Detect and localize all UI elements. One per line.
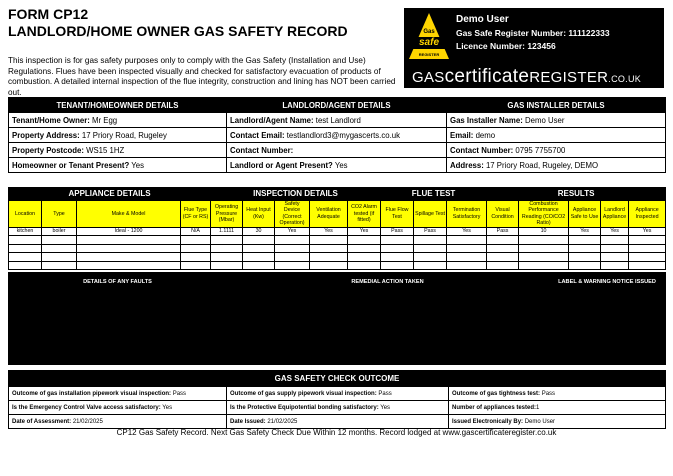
outcome-header: GAS SAFETY CHECK OUTCOME [9,371,666,387]
warning-notice-header: LABEL & WARNING NOTICE ISSUED [549,273,666,365]
outcome-row: Outcome of gas installation pipework visual inspection: Pass Outcome of gas supply pipework visual inspection: Pass Outcome of gas tightness test: Pass [9,387,666,401]
details-row: Property Address: 17 Priory Road, Rugeley Contact Email: testlandlord3@mygascerts.co.uk Email: demo [9,128,666,143]
inspection-details-header: INSPECTION DETAILS [211,188,381,201]
gas-safe-logo: Gas safe REGISTER [409,13,449,59]
column-header: Type [42,201,77,228]
flue-test-header: FLUE TEST [381,188,487,201]
table-row [9,244,666,253]
column-header: Heat Input (Kw) [243,201,275,228]
faults-header: DETAILS OF ANY FAULTS [9,273,227,365]
outcome-row: Is the Emergency Control Valve access satisfactory: Yes Is the Protective Equipotential bonding satisfactory: Yes Number of appliances tested:1 [9,401,666,415]
outcome-table [8,370,666,429]
column-header: Flue Flow Test [381,201,414,228]
column-header: Safety Device (Correct Operation) [275,201,310,228]
table-row [9,261,666,270]
footer-text: CP12 Gas Safety Record. Next Gas Safety Check Due Within 12 months. Record lodged at www.gascertificateregister.co.uk [116,428,557,437]
column-header: Ventilation Adequate [310,201,348,228]
column-header: Location [9,201,42,228]
appliance-table [8,187,666,270]
form-title [8,6,348,40]
column-header: CO2 Alarm tested (if fitted) [348,201,381,228]
column-header: Termination Satisfactory [447,201,487,228]
record-title: LANDLORD/HOME OWNER GAS SAFETY RECORD [8,23,348,39]
column-header: Appliance Safe to Use [569,201,601,228]
details-row: Tenant/Home Owner: Mr Egg Landlord/Agent Name: test Landlord Gas Installer Name: Demo User [9,113,666,128]
outcome-row: Date of Assessment: 21/02/2025 Date Issued: 21/02/2025 Issued Electronically By: Demo User [9,415,666,429]
landlord-header: LANDLORD/AGENT DETAILS [227,98,447,113]
table-row: kitchen boiler Ideal - 1200 N/A 1.1111 30 Yes Yes Yes Pass Pass Yes Pass 10 Yes Yes Yes [9,227,666,236]
engineer-name: Demo User [456,14,509,25]
gas-safe-number: Gas Safe Register Number: 111122333 [456,28,610,38]
column-header: Visual Condition [487,201,519,228]
column-header: Flue Type (CF or RS) [181,201,211,228]
details-table [8,97,666,173]
column-headers [9,201,666,228]
tenant-header: TENANT/HOMEOWNER DETAILS [9,98,227,113]
details-row: Property Postcode: WS15 1HZ Contact Number: Contact Number: 0795 7755700 [9,143,666,158]
intro-text: This inspection is for gas safety purposes only to comply with the Gas Safety (Installation and Use) Regulations. Flues have been inspected visually and checked for satisfactory evacuation of products of combustion. A detailed internal inspection of the flue integrity, construction and lining has NOT been carried out. [8,56,396,97]
column-header: Combustion Performance Reading (CO/CO2 Ratio) [519,201,569,228]
site-logo: GAScertificateREGISTER.CO.UK [412,66,642,87]
table-row [9,236,666,245]
column-header: Operating Pressure (Mbar) [211,201,243,228]
form-number: FORM CP12 [8,6,89,22]
faults-table [8,272,666,365]
column-header: Spillage Test [414,201,447,228]
details-row: Homeowner or Tenant Present? Yes Landlord or Agent Present? Yes Address: 17 Priory Road, Rugeley, DEMO [9,158,666,173]
table-row [9,253,666,262]
remedial-header: REMEDIAL ACTION TAKEN [227,273,549,365]
column-header: Appliance Inspected [629,201,666,228]
results-header: RESULTS [487,188,666,201]
licence-number: Licence Number: 123456 [456,41,556,51]
column-header: Make & Model [77,201,181,228]
installer-header: GAS INSTALLER DETAILS [447,98,666,113]
appliance-details-header: APPLIANCE DETAILS [9,188,211,201]
column-header: Landlord Appliance [601,201,629,228]
brand-panel [404,8,664,88]
